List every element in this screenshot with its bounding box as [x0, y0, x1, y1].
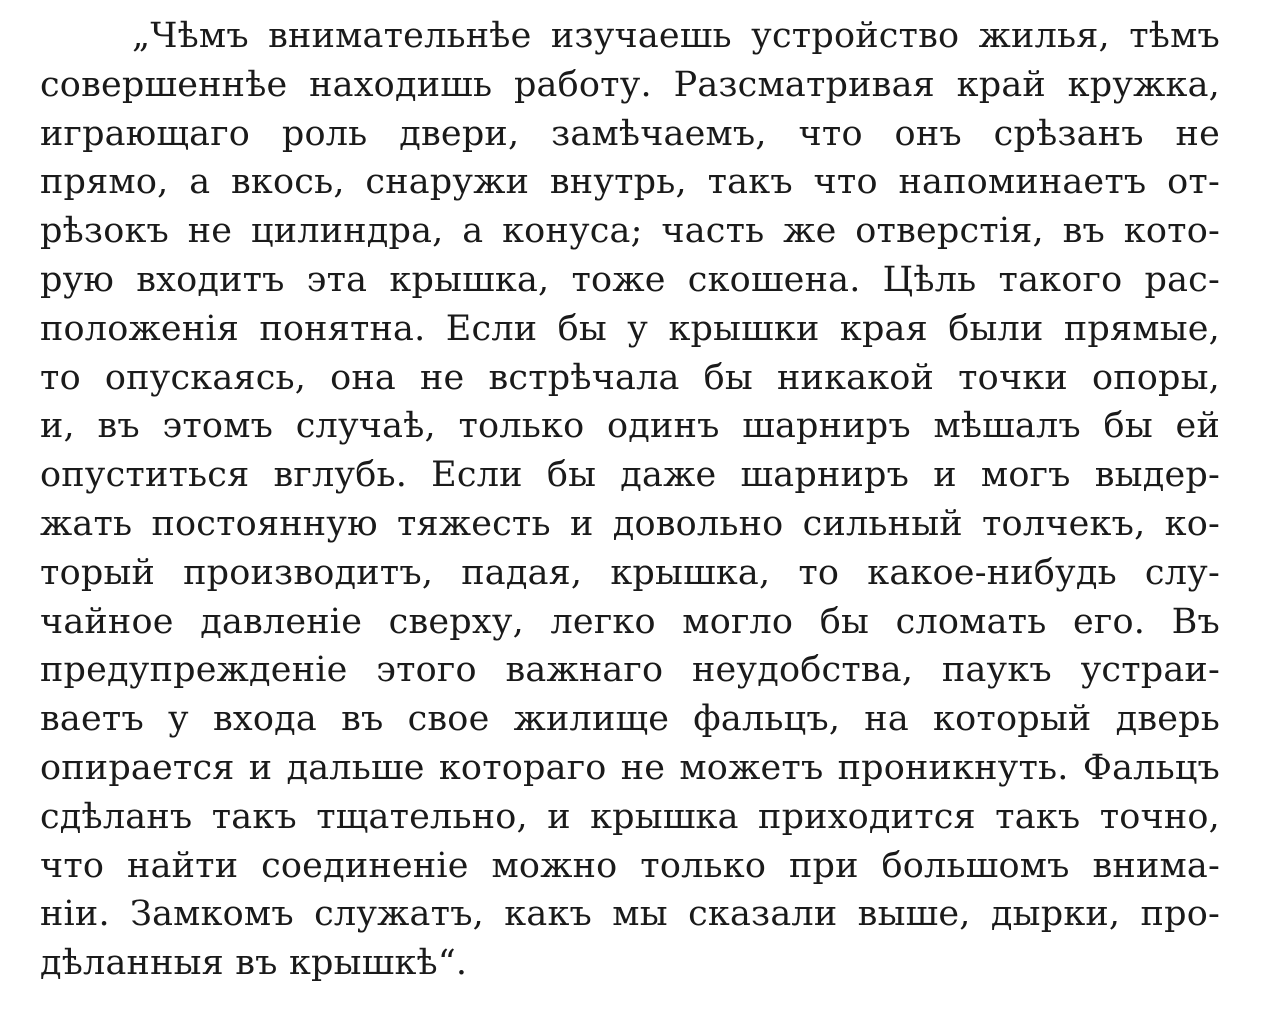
document-page [40, 12, 1220, 1012]
text-line-19: ніи. Замкомъ служатъ, какъ мы сказали выше, дырки, про- [40, 894, 1220, 935]
text-line-6: рую входитъ эта крышка, тоже скошена. Цѣль такого рас- [40, 259, 1220, 300]
text-line-14: предупрежденіе этого важнаго неудобства, паукъ устраи- [40, 650, 1220, 691]
text-line-1: „Чѣмъ внимательнѣе изучаешь устройство жилья, тѣмъ [132, 16, 1220, 56]
text-line-17: сдѣланъ такъ тщательно, и крышка приходится такъ точно, [40, 796, 1220, 837]
text-line-10: опуститься вглубь. Если бы даже шарниръ и могъ выдер- [40, 455, 1220, 496]
text-line-3: играющаго роль двери, замѣчаемъ, что онъ срѣзанъ не [40, 113, 1220, 154]
text-line-12: торый производитъ, падая, крышка, то какое-нибудь слу- [40, 552, 1220, 593]
text-line-18: что найти соединеніе можно только при большомъ внима- [40, 845, 1220, 886]
text-line-16: опирается и дальше котораго не можетъ проникнуть. Фальцъ [40, 747, 1220, 788]
text-line-2: совершеннѣе находишь работу. Разсматривая край кружка, [40, 64, 1220, 105]
text-line-20: дѣланныя въ крышкѣ“. [40, 943, 468, 984]
text-line-11: жать постоянную тяжесть и довольно сильный толчекъ, ко- [40, 503, 1220, 544]
text-line-5: рѣзокъ не цилиндра, а конуса; часть же отверстія, въ кото- [40, 211, 1220, 252]
text-line-4: прямо, а вкось, снаружи внутрь, такъ что напоминаетъ от- [40, 162, 1220, 203]
text-line-8: то опускаясь, она не встрѣчала бы никакой точки опоры, [40, 357, 1220, 398]
text-line-9: и, въ этомъ случаѣ, только одинъ шарниръ мѣшалъ бы ей [40, 406, 1220, 447]
text-line-15: ваетъ у входа въ свое жилище фальцъ, на который дверь [40, 699, 1220, 740]
text-line-7: положенія понятна. Если бы у крышки края были прямые, [40, 308, 1220, 349]
text-line-13: чайное давленіе сверху, легко могло бы сломать его. Въ [40, 601, 1220, 642]
